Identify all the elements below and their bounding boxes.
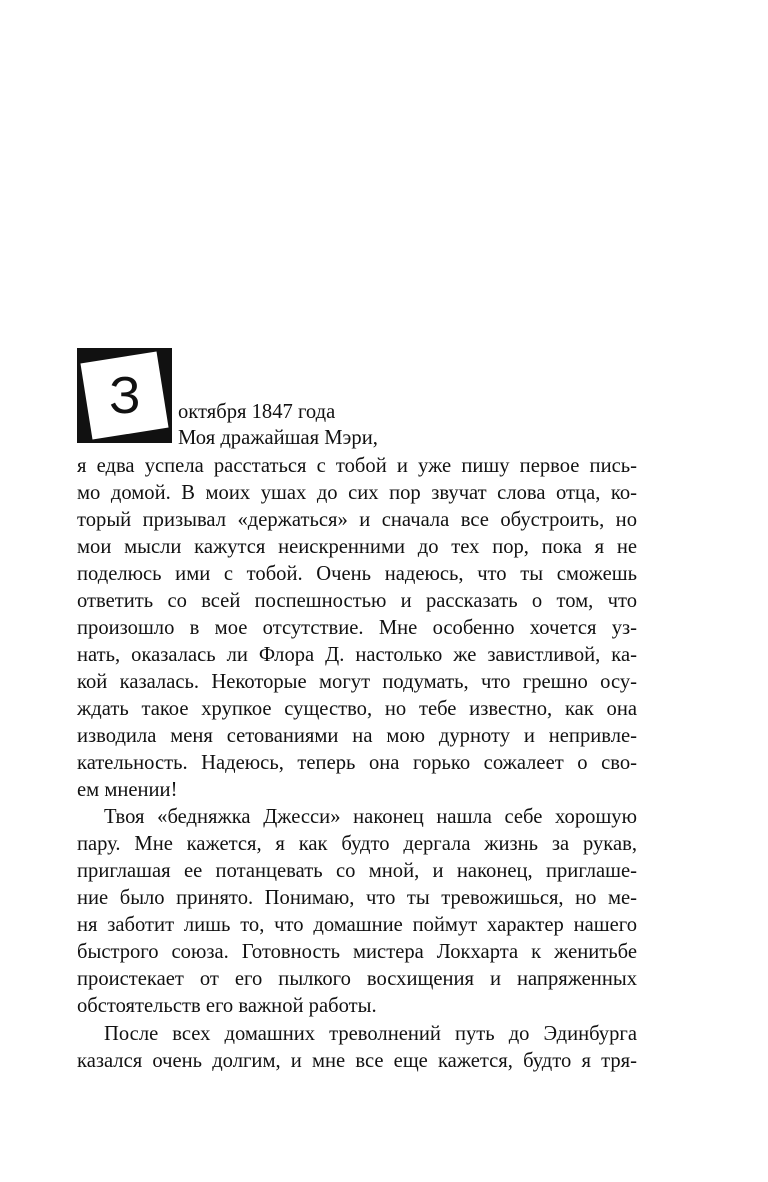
text-line: проистекает от его пылкого восхищения и напряженных <box>77 968 637 990</box>
drop-cap-box <box>77 348 172 443</box>
text-line: ответить со всей поспешностью и рассказать о том, что <box>77 590 637 612</box>
text-line: ждать такое хрупкое существо, но тебе известно, как она <box>77 698 637 720</box>
text-line: обстоятельств его важной работы. <box>77 995 377 1017</box>
text-line: казался очень долгим, и мне все еще кажется, будто я тря- <box>77 1050 637 1072</box>
text-line: нать, оказалась ли Флора Д. настолько же завистливой, ка- <box>77 644 637 666</box>
text-line: поделюсь ими с тобой. Очень надеюсь, что ты сможешь <box>77 563 637 585</box>
text-line: торый призывал «держаться» и сначала все обустроить, но <box>77 509 637 531</box>
text-line: мо домой. В моих ушах до сих пор звучат слова отца, ко- <box>77 482 637 504</box>
text-line: После всех домашних треволнений путь до Эдинбурга <box>104 1023 637 1045</box>
text-line: изводила меня сетованиями на мою дурноту и непривле- <box>77 725 637 747</box>
text-line: приглашая ее потанцевать со мной, и наконец, приглаше- <box>77 860 637 882</box>
text-line: ня заботит лишь то, что домашние поймут характер нашего <box>77 914 637 936</box>
drop-cap-tile <box>80 351 168 439</box>
drop-cap-letter: З <box>108 366 141 425</box>
salutation: Моя дражайшая Мэри, <box>178 427 378 449</box>
text-line: Твоя «бедняжка Джесси» наконец нашла себе хорошую <box>104 806 637 828</box>
text-line: кой казалась. Некоторые могут подумать, что грешно осу- <box>77 671 637 693</box>
text-line: быстрого союза. Готовность мистера Локхарта к женитьбе <box>77 941 637 963</box>
text-line: произошло в мое отсутствие. Мне особенно хочется уз- <box>77 617 637 639</box>
text-line: ние было принято. Понимаю, что ты тревожишься, но ме- <box>77 887 637 909</box>
text-line: пару. Мне кажется, я как будто дергала жизнь за рукав, <box>77 833 637 855</box>
date-line: октября 1847 года <box>178 401 336 423</box>
text-line: кательность. Надеюсь, теперь она горько сожалеет о сво- <box>77 752 637 774</box>
text-line: ем мнении! <box>77 779 178 801</box>
text-line: я едва успела расстаться с тобой и уже пишу первое пись- <box>77 455 637 477</box>
text-line: мои мысли кажутся неискренними до тех пор, пока я не <box>77 536 637 558</box>
